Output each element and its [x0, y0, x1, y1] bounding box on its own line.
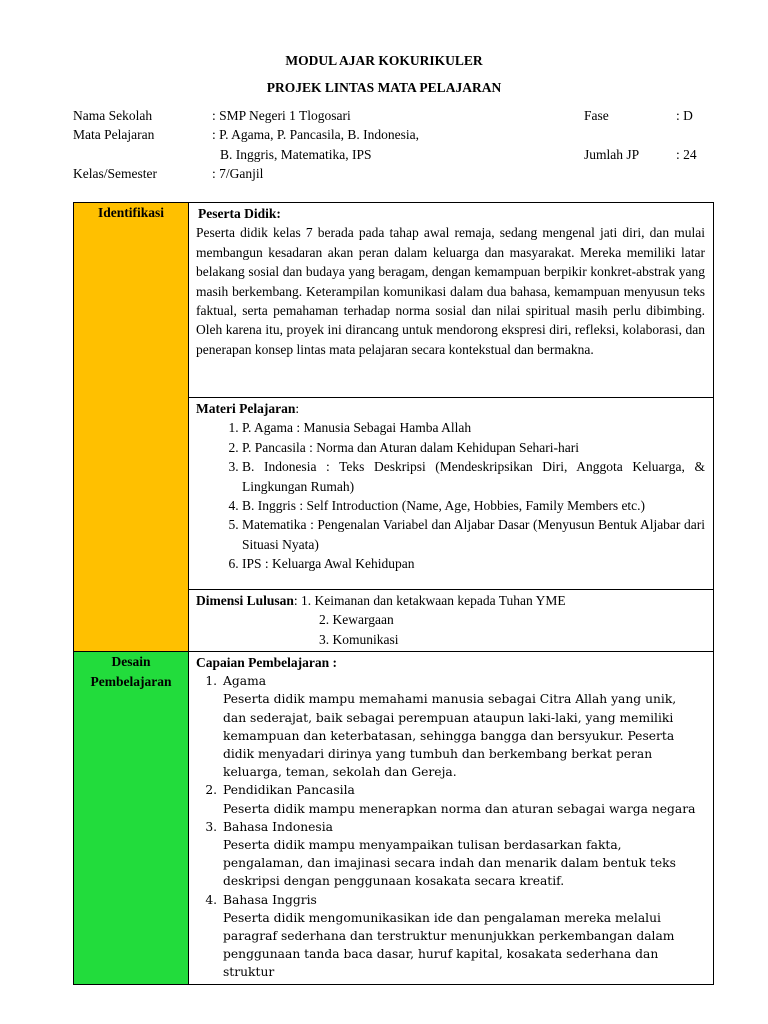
- list-item: 4. B. Inggris : Self Introduction (Name, Age, Hobbies, Family Members etc.): [242, 496, 705, 515]
- nama-sekolah-value: : SMP Negeri 1 Tlogosari: [212, 108, 351, 123]
- mapel-value-line1: : P. Agama, P. Pancasila, B. Indonesia,: [212, 127, 419, 142]
- document-title: MODUL AJAR KOKURIKULER: [285, 53, 483, 68]
- desain-label-line1: Desain: [111, 654, 151, 670]
- dimensi-cell: [189, 590, 714, 652]
- capaian-subject: 3. Bahasa Indonesia: [223, 819, 333, 834]
- capaian-cell: [189, 652, 714, 984]
- list-item: 1. P. Agama : Manusia Sebagai Hamba Allah: [242, 418, 705, 437]
- capaian-text: Peserta didik mampu memahami manusia sebagai Citra Allah yang unik, dan sederajat, baik sebagai perempuan ataupun laki-laki, yang memiliki kemampuan dan keterbatasan, sehingga bangga dan bersyukur. Peserta didik menyadari dirinya yang tumbuh dan berkembang berkat peran keluarga, teman, sekolah dan Gereja.: [223, 692, 677, 780]
- list-item: 6. IPS : Keluarga Awal Kehidupan: [242, 554, 705, 573]
- capaian-subject: 1. Agama: [223, 674, 267, 689]
- materi-list: [196, 418, 705, 573]
- kelas-value: : 7/Ganjil: [212, 166, 264, 181]
- dimensi-item: 2. Kewargaan: [319, 612, 394, 628]
- dimensi-title: Dimensi Lulusan: [196, 593, 294, 608]
- capaian-text: Peserta didik mengomunikasikan ide dan pengalaman mereka melalui paragraf sederhana dan terstruktur menunjukkan perkembangan dalam penggunaan tanda baca dasar, huruf kapital, kosakata sederhana dan struktur: [223, 910, 675, 980]
- capaian-title: Capaian Pembelajaran :: [196, 655, 337, 671]
- materi-cell: [189, 398, 714, 590]
- jp-label: Jumlah JP: [584, 147, 640, 162]
- list-item: [221, 672, 697, 781]
- document-subtitle: PROJEK LINTAS MATA PELAJARAN: [266, 80, 502, 95]
- peserta-didik-title: Peserta Didik:: [198, 206, 281, 221]
- jp-value: : 24: [676, 147, 697, 162]
- list-item: [221, 891, 697, 982]
- list-item: 2. P. Pancasila : Norma dan Aturan dalam Kehidupan Sehari-hari: [242, 438, 705, 457]
- desain-label-line2: Pembelajaran: [90, 673, 172, 689]
- list-item: [221, 818, 697, 891]
- capaian-list: [196, 672, 697, 981]
- materi-colon: :: [295, 401, 300, 416]
- modul-table: [73, 202, 714, 985]
- list-item: 3. B. Indonesia : Teks Deskripsi (Mendeskripsikan Diri, Anggota Keluarga, & Lingkungan Rumah): [242, 457, 705, 496]
- capaian-subject: 4. Bahasa Inggris: [223, 892, 317, 907]
- capaian-text: Peserta didik mampu menerapkan norma dan aturan sebagai warga negara: [223, 801, 696, 816]
- mapel-label: Mata Pelajaran: [73, 127, 155, 142]
- list-item: 5. Matematika : Pengenalan Variabel dan Aljabar Dasar (Menyusun Bentuk Aljabar dari Situasi Nyata): [242, 515, 705, 554]
- kelas-label: Kelas/Semester: [73, 166, 157, 181]
- peserta-didik-text: Peserta didik kelas 7 berada pada tahap awal remaja, sedang mengenal jati diri, dan mulai membangun kesadaran akan peran dalam keluarga dan masyarakat. Mereka memiliki latar belakang sosial dan budaya yang beragam, dengan kemampuan berpikir konkret-abstrak yang masih berkembang. Keterampilan komunikasi dalam dua bahasa, kemampuan menyusun teks faktual, serta pemahaman terhadap norma sosial dan nilai spiritual masih perlu dibimbing. Oleh karena itu, proyek ini dirancang untuk mendorong ekspresi diri, refleksi, kolaborasi, dan penerapan konsep lintas mata pelajaran secara kontekstual dan bermakna.: [196, 225, 705, 357]
- dimensi-item: 3. Komunikasi: [319, 631, 399, 647]
- fase-label: Fase: [584, 108, 609, 123]
- fase-value: : D: [676, 108, 693, 123]
- capaian-text: Peserta didik mampu menyampaikan tulisan berdasarkan fakta, pengalaman, dan imajinasi secara indah dan menarik dalam bentuk teks deskripsi dengan penggunaan kosakata secara kreatif.: [223, 838, 676, 889]
- nama-sekolah-label: Nama Sekolah: [73, 108, 153, 123]
- dimensi-item: : 1. Keimanan dan ketakwaan kepada Tuhan YME: [293, 593, 566, 608]
- peserta-didik-cell: [189, 203, 714, 398]
- materi-title: Materi Pelajaran: [196, 401, 296, 416]
- desain-label: [74, 652, 189, 984]
- identifikasi-label: Identifikasi: [74, 203, 189, 652]
- capaian-subject: 2. Pendidikan Pancasila: [223, 783, 355, 798]
- list-item: [221, 781, 697, 817]
- mapel-value-line2: B. Inggris, Matematika, IPS: [220, 147, 372, 162]
